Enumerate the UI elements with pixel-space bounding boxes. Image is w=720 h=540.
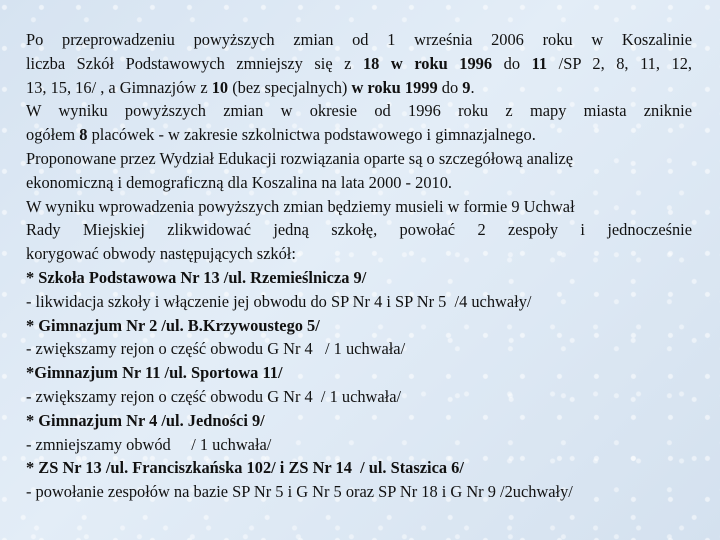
item-2-detail: - zwiększamy rejon o część obwodu G Nr 4 / 1 uchwała/ bbox=[26, 339, 406, 359]
p4-line-1: W wyniku wprowadzenia powyższych zmian będziemy musieli w formie 9 Uchwał bbox=[26, 196, 575, 216]
p1-l3-bold-year: w roku 1999 bbox=[351, 77, 438, 97]
p1-l3-bold-count-2: 9 bbox=[462, 77, 471, 97]
p1-l2-text: liczba Szkół Podstawowych zmniejszy się z bbox=[26, 53, 363, 73]
item-3-detail: - zwiększamy rejon o część obwodu G Nr 4 / 1 uchwała/ bbox=[26, 386, 402, 406]
p1-l3-bold-count: 10 bbox=[211, 77, 229, 97]
p1-line-1: Po przeprowadzeniu powyższych zmian od 1 września 2006 roku w Koszalinie bbox=[26, 30, 692, 49]
p1-l3-text-2: (bez specjalnych) bbox=[228, 77, 352, 97]
p1-l2-bold-year: 18 w roku 1996 bbox=[362, 53, 493, 73]
item-4-heading: * Gimnazjum Nr 4 /ul. Jedności 9/ bbox=[26, 410, 265, 430]
slide-text bbox=[26, 28, 692, 504]
p2-l2-text-2: placówek - w zakresie szkolnictwa podstawowego i gimnazjalnego. bbox=[87, 125, 536, 145]
item-1-heading: * Szkoła Podstawowa Nr 13 /ul. Rzemieślnicza 9/ bbox=[26, 267, 367, 287]
p3-line-2: ekonomiczną i demograficzną dla Koszalina na lata 2000 - 2010. bbox=[26, 172, 452, 192]
p1-l2-bold-count: 11 bbox=[531, 53, 548, 73]
p1-line-3 bbox=[26, 76, 692, 100]
p1-l3-period: . bbox=[470, 77, 475, 97]
p3-line-1: Proponowane przez Wydział Edukacji rozwiązania oparte są o szczegółową analizę bbox=[26, 148, 574, 168]
p1-l2-text-3: /SP 2, 8, 11, 12, bbox=[547, 53, 693, 73]
item-1-detail: - likwidacja szkoły i włączenie jej obwodu do SP Nr 4 i SP Nr 5 /4 uchwały/ bbox=[26, 291, 532, 311]
p1-line-2 bbox=[26, 52, 692, 76]
p2-line-2 bbox=[26, 123, 692, 147]
item-5-detail: - powołanie zespołów na bazie SP Nr 5 i G Nr 5 oraz SP Nr 18 i G Nr 9 /2uchwały/ bbox=[26, 482, 573, 502]
p2-l2-text: ogółem bbox=[26, 125, 80, 145]
p2-l2-bold-count: 8 bbox=[79, 125, 88, 145]
p1-l3-text: 13, 15, 16/ , a Gimnazjów z bbox=[26, 77, 212, 97]
p4-line-3: korygować obwody następujących szkół: bbox=[26, 244, 296, 264]
p2-line-1: W wyniku powyższych zmian w okresie od 1996 roku z mapy miasta zniknie bbox=[26, 101, 692, 121]
item-2-heading: * Gimnazjum Nr 2 /ul. B.Krzywoustego 5/ bbox=[26, 315, 320, 335]
item-5-heading: * ZS Nr 13 /ul. Franciszkańska 102/ i ZS Nr 14 / ul. Staszica 6/ bbox=[26, 458, 464, 478]
p1-l3-text-3: do bbox=[437, 77, 463, 97]
p4-line-2: Rady Miejskiej zlikwidować jedną szkołę, powołać 2 zespoły i jednocześnie bbox=[26, 220, 692, 240]
p1-l2-text-2: do bbox=[492, 53, 532, 73]
item-3-heading: *Gimnazjum Nr 11 /ul. Sportowa 11/ bbox=[26, 363, 283, 383]
item-4-detail: - zmniejszamy obwód / 1 uchwała/ bbox=[26, 434, 272, 454]
